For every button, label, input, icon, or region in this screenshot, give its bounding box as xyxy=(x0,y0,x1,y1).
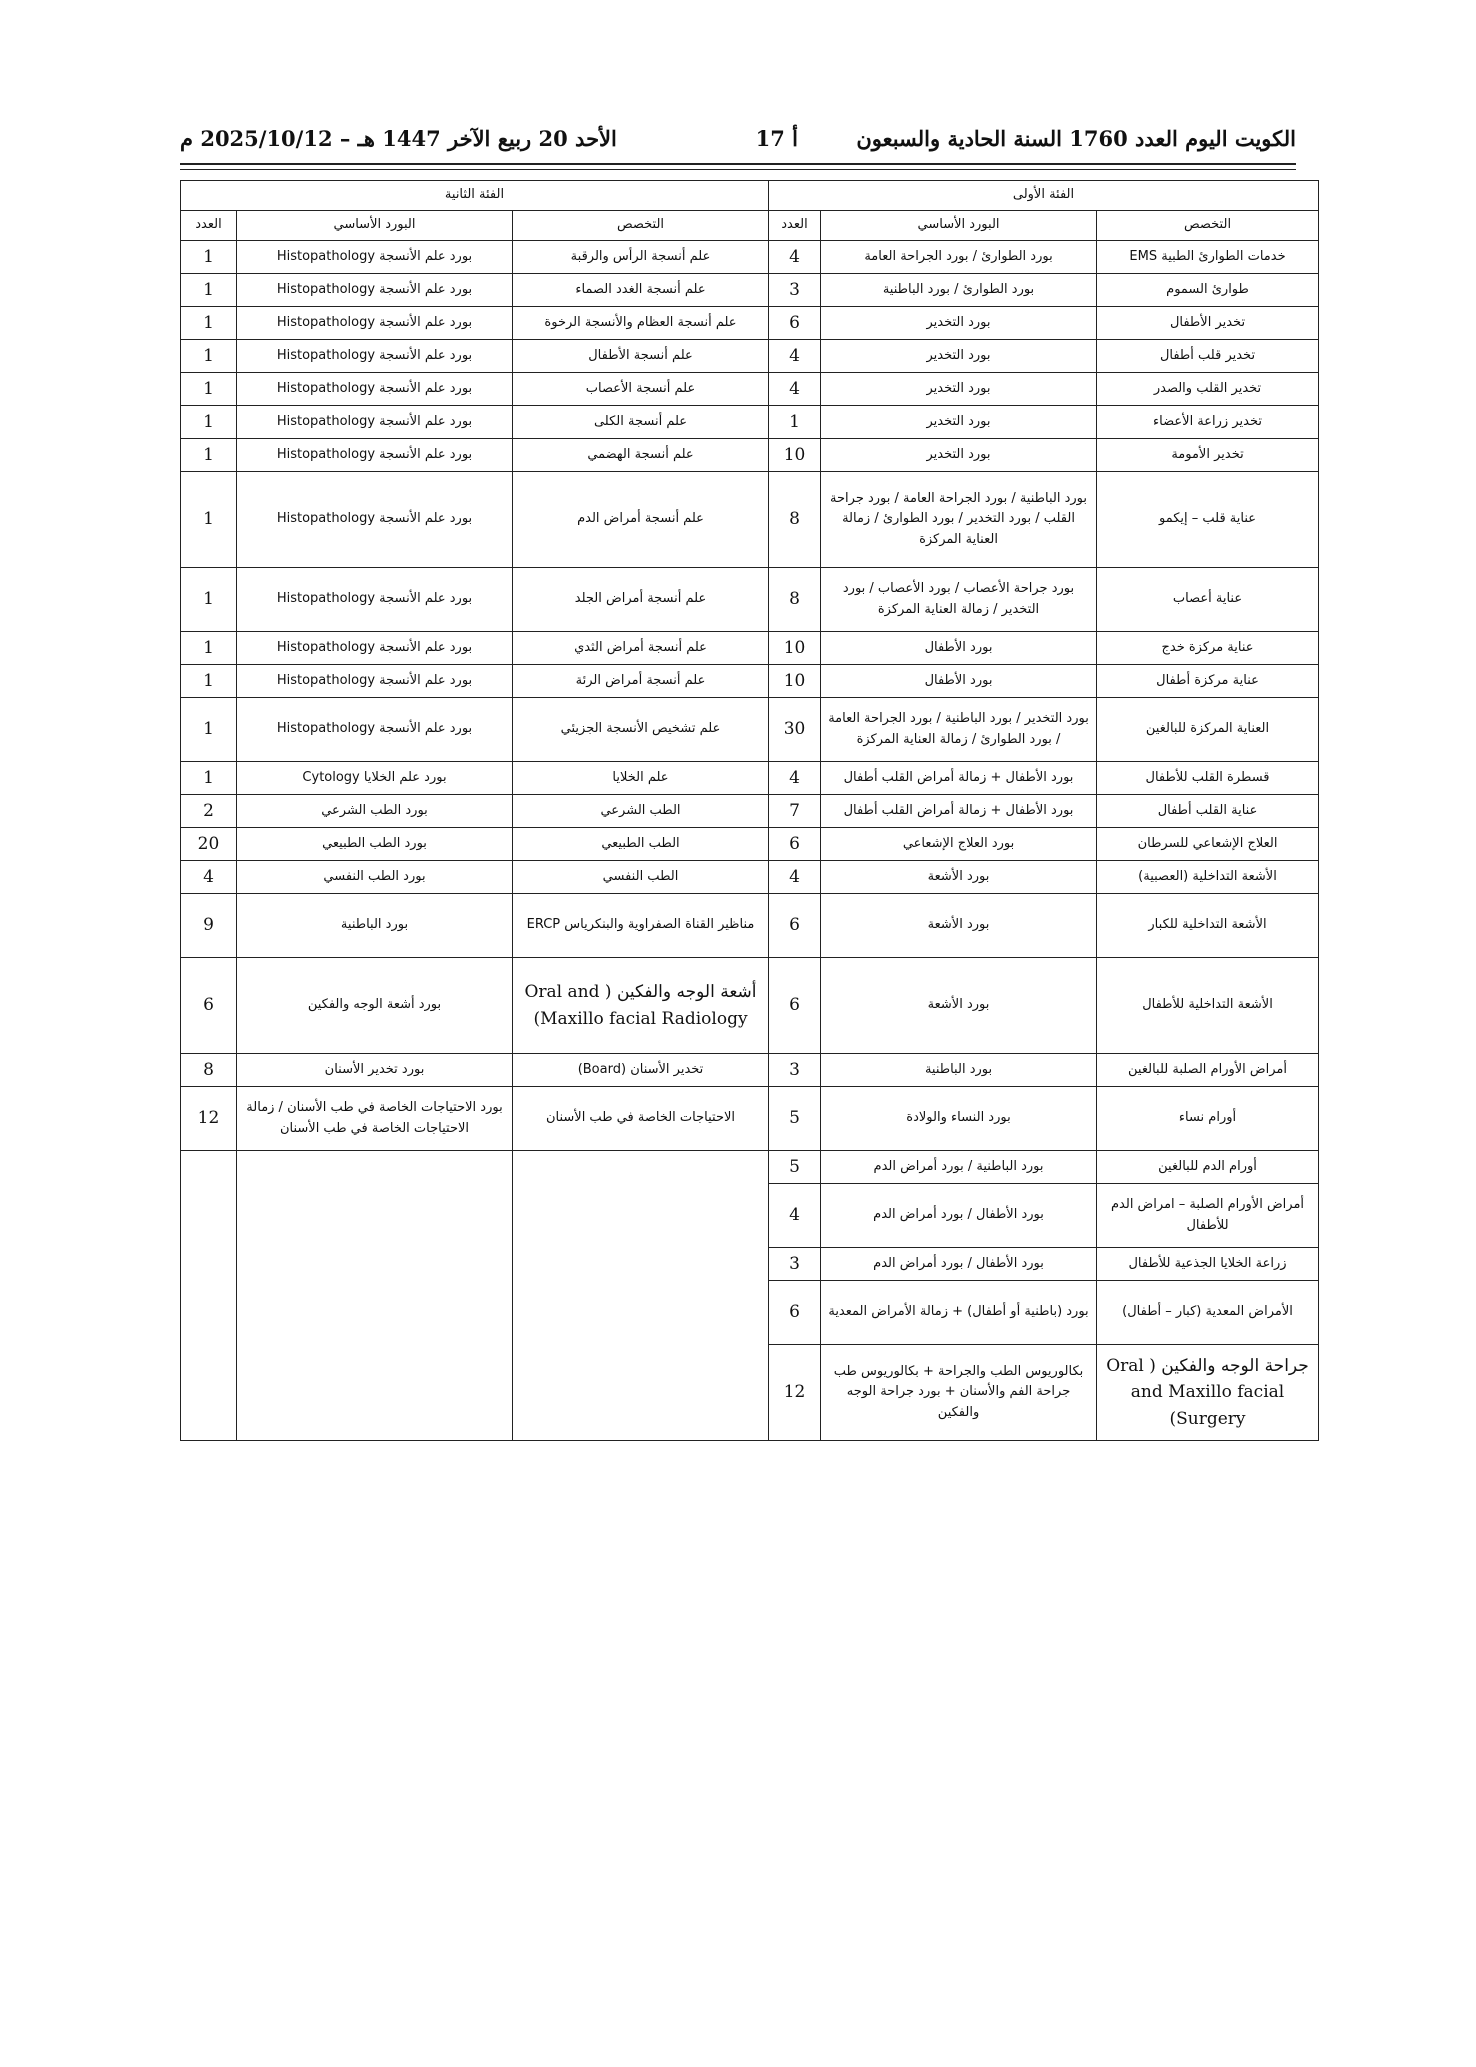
specialty-cell: تخدير قلب أطفال xyxy=(1097,340,1319,373)
specialty-cell: طوارئ السموم xyxy=(1097,274,1319,307)
board-cell: بورد التخدير xyxy=(821,340,1097,373)
specialty-cell: أورام الدم للبالغين xyxy=(1097,1151,1319,1184)
header-rule xyxy=(180,163,1296,165)
count-cell: 10 xyxy=(769,439,821,472)
page-header xyxy=(180,120,1296,160)
count-cell: 8 xyxy=(181,1054,237,1087)
board-cell: بورد الأطفال xyxy=(821,632,1097,665)
issue-date: الأحد 20 ربيع الآخر 1447 هـ – 2025/10/12 م xyxy=(180,126,617,151)
table-row xyxy=(181,698,1319,762)
header-rule-thin xyxy=(180,169,1296,170)
count-cell: 6 xyxy=(769,894,821,958)
count-cell: 30 xyxy=(769,698,821,762)
specialty-cell: الاحتياجات الخاصة في طب الأسنان xyxy=(513,1087,769,1151)
count-cell: 4 xyxy=(769,762,821,795)
board-cell: بورد الباطنية / بورد أمراض الدم xyxy=(821,1151,1097,1184)
count-cell: 3 xyxy=(769,274,821,307)
count-cell: 8 xyxy=(769,472,821,568)
specialty-cell: أمراض الأورام الصلبة – امراض الدم للأطفال xyxy=(1097,1184,1319,1248)
specialty-cell: تخدير القلب والصدر xyxy=(1097,373,1319,406)
board-cell: بورد الأشعة xyxy=(821,958,1097,1054)
table-row xyxy=(181,1054,1319,1087)
count-cell: 20 xyxy=(181,828,237,861)
count-cell: 5 xyxy=(769,1151,821,1184)
board-cell: بورد علم الأنسجة Histopathology xyxy=(237,307,513,340)
board-cell: بورد الباطنية xyxy=(821,1054,1097,1087)
board-cell: بورد الأطفال / بورد أمراض الدم xyxy=(821,1248,1097,1281)
count-cell: 1 xyxy=(769,406,821,439)
specialty-cell: علم الخلايا xyxy=(513,762,769,795)
count-cell: 1 xyxy=(181,472,237,568)
board-cell: بورد علم الأنسجة Histopathology xyxy=(237,340,513,373)
gazette-issue: الكويت اليوم العدد 1760 السنة الحادية والسبعون xyxy=(856,126,1296,151)
specialty-cell: عناية مركزة خدج xyxy=(1097,632,1319,665)
specialty-cell: أورام نساء xyxy=(1097,1087,1319,1151)
specialties-table xyxy=(180,180,1319,1441)
specialty-cell: عناية القلب أطفال xyxy=(1097,795,1319,828)
board-cell: بورد علم الأنسجة Histopathology xyxy=(237,568,513,632)
board-cell: بورد علم الأنسجة Histopathology xyxy=(237,439,513,472)
count-cell: 1 xyxy=(181,274,237,307)
board-cell: بورد علم الأنسجة Histopathology xyxy=(237,665,513,698)
specialty-cell: علم أنسجة أمراض الرئة xyxy=(513,665,769,698)
count-cell: 4 xyxy=(769,1184,821,1248)
empty-cell xyxy=(181,1151,237,1441)
board-cell: بورد علم الأنسجة Histopathology xyxy=(237,274,513,307)
table-row xyxy=(181,1151,1319,1184)
specialty-cell: علم أنسجة أمراض الجلد xyxy=(513,568,769,632)
count-cell: 10 xyxy=(769,632,821,665)
board-cell: بورد (باطنية أو أطفال) + زمالة الأمراض المعدية xyxy=(821,1281,1097,1345)
specialty-cell: مناظير القناة الصفراوية والبنكرياس ERCP xyxy=(513,894,769,958)
board-cell: بورد الباطنية / بورد الجراحة العامة / بورد جراحة القلب / بورد التخدير / بورد الطوارئ / زمالة العناية المركزة xyxy=(821,472,1097,568)
table-row xyxy=(181,665,1319,698)
specialty-cell: زراعة الخلايا الجذعية للأطفال xyxy=(1097,1248,1319,1281)
count-cell: 1 xyxy=(181,762,237,795)
board-cell: بورد التخدير xyxy=(821,439,1097,472)
col-board-2: البورد الأساسي xyxy=(237,211,513,241)
col-count-2: العدد xyxy=(181,211,237,241)
board-cell: بورد علم الأنسجة Histopathology xyxy=(237,632,513,665)
table-row xyxy=(181,795,1319,828)
category-header-row xyxy=(181,181,1319,211)
board-cell: بورد التخدير xyxy=(821,406,1097,439)
table-row xyxy=(181,762,1319,795)
count-cell: 1 xyxy=(181,665,237,698)
specialty-cell: العناية المركزة للبالغين xyxy=(1097,698,1319,762)
board-cell: بورد الأطفال + زمالة أمراض القلب أطفال xyxy=(821,762,1097,795)
specialty-cell: تخدير زراعة الأعضاء xyxy=(1097,406,1319,439)
board-cell: بورد الأشعة xyxy=(821,894,1097,958)
board-cell: بورد الباطنية xyxy=(237,894,513,958)
table-row xyxy=(181,307,1319,340)
table-row xyxy=(181,861,1319,894)
specialty-cell: عناية أعصاب xyxy=(1097,568,1319,632)
specialty-cell: العلاج الإشعاعي للسرطان xyxy=(1097,828,1319,861)
specialty-cell: الأشعة التداخلية للكبار xyxy=(1097,894,1319,958)
col-count: العدد xyxy=(769,211,821,241)
count-cell: 1 xyxy=(181,698,237,762)
count-cell: 7 xyxy=(769,795,821,828)
board-cell: بورد علم الأنسجة Histopathology xyxy=(237,373,513,406)
col-specialty: التخصص xyxy=(1097,211,1319,241)
count-cell: 1 xyxy=(181,241,237,274)
specialty-cell: الطب النفسي xyxy=(513,861,769,894)
board-cell: بكالوريوس الطب والجراحة + بكالوريوس طب جراحة الفم والأسنان + بورد جراحة الوجه والفكين xyxy=(821,1345,1097,1441)
board-cell: بورد علم الأنسجة Histopathology xyxy=(237,406,513,439)
count-cell: 1 xyxy=(181,632,237,665)
board-cell: بورد الطب الشرعي xyxy=(237,795,513,828)
count-cell: 4 xyxy=(181,861,237,894)
specialty-cell: علم أنسجة الأطفال xyxy=(513,340,769,373)
count-cell: 3 xyxy=(769,1248,821,1281)
board-cell: بورد علم الأنسجة Histopathology xyxy=(237,698,513,762)
specialty-cell: عناية مركزة أطفال xyxy=(1097,665,1319,698)
specialty-cell: علم تشخيص الأنسجة الجزيئي xyxy=(513,698,769,762)
board-cell: بورد علم الأنسجة Histopathology xyxy=(237,241,513,274)
board-cell: بورد الاحتياجات الخاصة في طب الأسنان / زمالة الاحتياجات الخاصة في طب الأسنان xyxy=(237,1087,513,1151)
table-row xyxy=(181,894,1319,958)
table-row xyxy=(181,828,1319,861)
specialty-cell: علم أنسجة الرأس والرقبة xyxy=(513,241,769,274)
specialty-cell: خدمات الطوارئ الطبية EMS xyxy=(1097,241,1319,274)
specialty-cell: قسطرة القلب للأطفال xyxy=(1097,762,1319,795)
table-row xyxy=(181,1087,1319,1151)
board-cell: بورد تخدير الأسنان xyxy=(237,1054,513,1087)
count-cell: 10 xyxy=(769,665,821,698)
specialty-cell: عناية قلب – إيكمو xyxy=(1097,472,1319,568)
count-cell: 4 xyxy=(769,373,821,406)
empty-cell xyxy=(513,1151,769,1441)
board-cell: بورد الأشعة xyxy=(821,861,1097,894)
count-cell: 3 xyxy=(769,1054,821,1087)
board-cell: بورد التخدير xyxy=(821,373,1097,406)
board-cell: بورد العلاج الإشعاعي xyxy=(821,828,1097,861)
board-cell: بورد التخدير / بورد الباطنية / بورد الجراحة العامة / بورد الطوارئ / زمالة العناية المركزة xyxy=(821,698,1097,762)
empty-cell xyxy=(237,1151,513,1441)
specialty-cell: تخدير الأسنان (Board) xyxy=(513,1054,769,1087)
specialty-cell: علم أنسجة أمراض الثدي xyxy=(513,632,769,665)
count-cell: 6 xyxy=(769,958,821,1054)
specialty-cell: الطب الشرعي xyxy=(513,795,769,828)
specialty-cell: الأشعة التداخلية للأطفال xyxy=(1097,958,1319,1054)
specialty-cell: أشعة الوجه والفكين ( Oral and Maxillo facial Radiology) xyxy=(513,958,769,1054)
count-cell: 1 xyxy=(181,340,237,373)
count-cell: 2 xyxy=(181,795,237,828)
count-cell: 5 xyxy=(769,1087,821,1151)
table-row xyxy=(181,472,1319,568)
table-row xyxy=(181,632,1319,665)
col-specialty-2: التخصص xyxy=(513,211,769,241)
board-cell: بورد علم الأنسجة Histopathology xyxy=(237,472,513,568)
specialty-cell: علم أنسجة العظام والأنسجة الرخوة xyxy=(513,307,769,340)
count-cell: 1 xyxy=(181,406,237,439)
table-row xyxy=(181,958,1319,1054)
count-cell: 9 xyxy=(181,894,237,958)
board-cell: بورد الأطفال / بورد أمراض الدم xyxy=(821,1184,1097,1248)
table-row xyxy=(181,241,1319,274)
count-cell: 1 xyxy=(181,307,237,340)
count-cell: 6 xyxy=(769,828,821,861)
board-cell: بورد الطب الطبيعي xyxy=(237,828,513,861)
specialty-cell: الأشعة التداخلية (العصبية) xyxy=(1097,861,1319,894)
count-cell: 6 xyxy=(181,958,237,1054)
table-row xyxy=(181,568,1319,632)
table-row xyxy=(181,406,1319,439)
page-number: أ 17 xyxy=(755,126,798,151)
table-row xyxy=(181,340,1319,373)
specialty-cell: تخدير الأمومة xyxy=(1097,439,1319,472)
count-cell: 1 xyxy=(181,373,237,406)
specialty-cell: جراحة الوجه والفكين ( Oral and Maxillo facial Surgery) xyxy=(1097,1345,1319,1441)
board-cell: بورد الطوارئ / بورد الجراحة العامة xyxy=(821,241,1097,274)
board-cell: بورد التخدير xyxy=(821,307,1097,340)
specialty-cell: علم أنسجة الأعصاب xyxy=(513,373,769,406)
count-cell: 4 xyxy=(769,241,821,274)
count-cell: 6 xyxy=(769,1281,821,1345)
count-cell: 1 xyxy=(181,439,237,472)
count-cell: 1 xyxy=(181,568,237,632)
table-row xyxy=(181,439,1319,472)
category-second: الفئة الثانية xyxy=(181,181,769,211)
board-cell: بورد الأطفال + زمالة أمراض القلب أطفال xyxy=(821,795,1097,828)
board-cell: بورد الطب النفسي xyxy=(237,861,513,894)
specialty-cell: الطب الطبيعي xyxy=(513,828,769,861)
specialty-cell: علم أنسجة الهضمي xyxy=(513,439,769,472)
count-cell: 8 xyxy=(769,568,821,632)
count-cell: 12 xyxy=(181,1087,237,1151)
board-cell: بورد الأطفال xyxy=(821,665,1097,698)
specialty-cell: علم أنسجة الغدد الصماء xyxy=(513,274,769,307)
specialty-cell: الأمراض المعدية (كبار – أطفال) xyxy=(1097,1281,1319,1345)
board-cell: بورد النساء والولادة xyxy=(821,1087,1097,1151)
count-cell: 4 xyxy=(769,340,821,373)
table-row xyxy=(181,373,1319,406)
specialty-cell: تخدير الأطفال xyxy=(1097,307,1319,340)
board-cell: بورد الطوارئ / بورد الباطنية xyxy=(821,274,1097,307)
column-header-row xyxy=(181,211,1319,241)
specialty-cell: علم أنسجة أمراض الدم xyxy=(513,472,769,568)
count-cell: 12 xyxy=(769,1345,821,1441)
specialty-cell: علم أنسجة الكلى xyxy=(513,406,769,439)
count-cell: 4 xyxy=(769,861,821,894)
table-row xyxy=(181,274,1319,307)
board-cell: بورد أشعة الوجه والفكين xyxy=(237,958,513,1054)
board-cell: بورد علم الخلايا Cytology xyxy=(237,762,513,795)
specialty-cell: أمراض الأورام الصلبة للبالغين xyxy=(1097,1054,1319,1087)
board-cell: بورد جراحة الأعصاب / بورد الأعصاب / بورد التخدير / زمالة العناية المركزة xyxy=(821,568,1097,632)
count-cell: 6 xyxy=(769,307,821,340)
col-board: البورد الأساسي xyxy=(821,211,1097,241)
category-first: الفئة الأولى xyxy=(769,181,1319,211)
